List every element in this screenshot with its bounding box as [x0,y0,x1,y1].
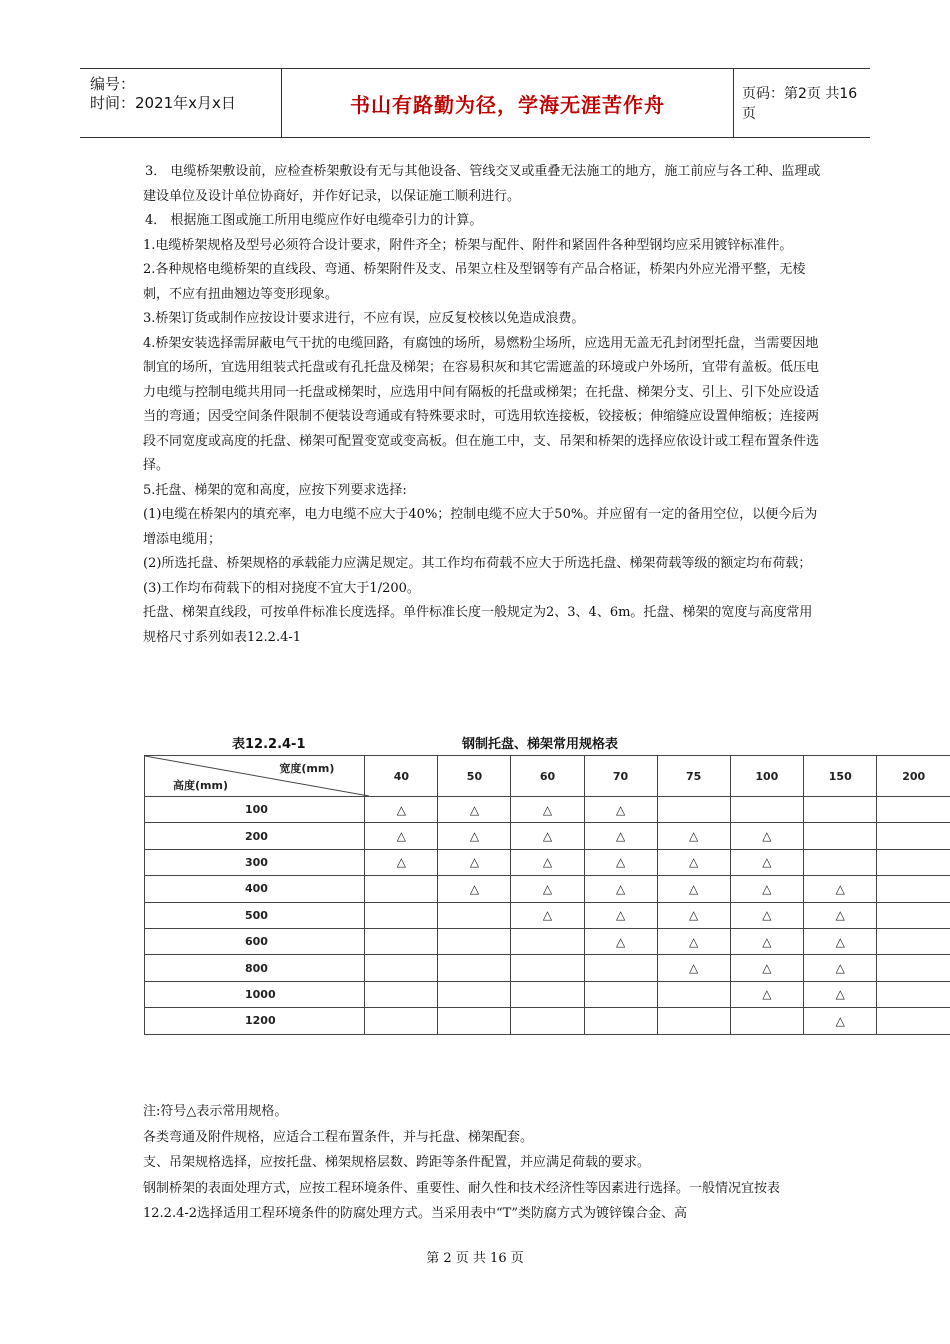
table-cell [438,981,511,1007]
table-cell [877,797,950,823]
table-row [145,849,950,875]
header-meta [80,69,282,137]
common-spec-mark: △ [584,849,657,875]
common-spec-mark: △ [511,797,584,823]
common-spec-mark: △ [804,955,877,981]
paragraph: 4.桥架安装选择需屏蔽电气干扰的电缆回路，有腐蚀的场所，易燃粉尘场所，应选用无盖无孔封闭型托盘，当需要因地制宜的场所，宜选用组装式托盘或有孔托盘及梯架；在容易积灰和其它需遮盖的环境或户外场所，宜带有盖板。低压电力电缆与控制电缆共用同一托盘或梯架时，应选用中间有隔板的托盘或梯架；在托盘、梯架分支、引上、引下处应设适当的弯通；因受空间条件限制不便装设弯通或有特殊要求时，可选用软连接板，铰接板；伸缩缝应设置伸缩板；连接两段不同宽度或高度的托盘、梯架可配置变宽或变高板。但在施工中，支、吊架和桥架的选择应依设计或工程布置条件选择。 [143,335,820,473]
width-header-cell: 70 [584,756,657,797]
table-cell [584,1008,657,1034]
common-spec-mark: △ [511,849,584,875]
table-row [145,955,950,981]
common-spec-mark: △ [438,876,511,902]
table-cell [877,876,950,902]
page-header [80,68,870,138]
common-spec-mark: △ [438,823,511,849]
common-spec-mark: △ [584,928,657,954]
table-cell [584,955,657,981]
table-cell [365,955,438,981]
paragraph: 1.电缆桥架规格及型号必须符合设计要求，附件齐全；桥架与配件、附件和紧固件各种型钢均应采用镀锌标准件。 [143,237,793,253]
height-cell: 1000 [145,981,365,1007]
table-cell [365,928,438,954]
width-header-cell: 50 [438,756,511,797]
table-cell [877,823,950,849]
table-cell [730,1008,803,1034]
paragraph: 4． 根据施工图或施工所用电缆应作好电缆牵引力的计算。 [145,213,483,228]
paragraph: 3.桥架订货或制作应按设计要求进行，不应有误，应反复校核以免造成浪费。 [143,311,585,326]
table-cell [657,981,730,1007]
table-cell [438,955,511,981]
table-row [145,902,950,928]
height-axis-label: 高度(mm) [173,779,228,792]
table-row [145,876,950,902]
table-number: 表12.2.4-1 [232,737,306,752]
table-cell [877,955,950,981]
common-spec-mark: △ [365,823,438,849]
common-spec-mark: △ [584,823,657,849]
paragraph: (2)所选托盘、桥架规格的承载能力应满足规定。其工作均布荷载不应大于所选托盘、梯架荷载等级的额定均布荷载； [143,556,812,571]
width-header-cell: 60 [511,756,584,797]
table-cell [877,928,950,954]
note-line: 注:符号△表示常用规格。 [143,1104,288,1119]
height-cell: 400 [145,876,365,902]
width-header-cell: 200 [877,756,950,797]
table-cell [877,1008,950,1034]
height-cell: 100 [145,797,365,823]
width-header-cell: 75 [657,756,730,797]
common-spec-mark: △ [657,955,730,981]
common-spec-mark: △ [438,849,511,875]
common-spec-mark: △ [804,981,877,1007]
table-cell [511,981,584,1007]
table-cell [438,1008,511,1034]
table-cell [657,1008,730,1034]
note-line: 支、吊架规格选择，应按托盘、梯架规格层数、跨距等条件配置，并应满足荷载的要求。 [143,1155,651,1170]
page-footer: 第 2 页 共 16 页 [426,1251,524,1266]
common-spec-mark: △ [730,928,803,954]
table-cell [511,1008,584,1034]
common-spec-mark: △ [584,902,657,928]
height-cell: 500 [145,902,365,928]
common-spec-mark: △ [657,849,730,875]
common-spec-mark: △ [730,981,803,1007]
table-cell [365,876,438,902]
note-line: 钢制桥架的表面处理方式，应按工程环境条件、重要性、耐久性和技术经济性等因素进行选择。一般情况宜按表12.2.4-2选择适用工程环境条件的防腐处理方式。当采用表中“T”类防腐方式为镀锌镍合金、高 [143,1180,781,1221]
table-cell [804,797,877,823]
header-page-label: 页码：第2页 共16页 [742,86,858,122]
common-spec-mark: △ [584,797,657,823]
table-cell [438,902,511,928]
height-cell: 800 [145,955,365,981]
paragraph: 托盘、梯架直线段，可按单件标准长度选择。单件标准长度一般规定为2、3、4、6m。托盘、梯架的宽度与高度常用规格尺寸系列如表12.2.4-1 [143,605,813,645]
common-spec-mark: △ [657,928,730,954]
table-cell [365,981,438,1007]
table-header-row [145,756,950,797]
table-cell [877,981,950,1007]
spec-table [144,755,950,1035]
table-row [145,823,950,849]
table-cell [804,849,877,875]
paragraph: 3． 电缆桥架敷设前，应检查桥架敷设有无与其他设备、管线交叉或重叠无法施工的地方，施工前应与各工种、监理或建设单位及设计单位协商好，并作好记录，以保证施工顺利进行。 [143,164,821,204]
height-cell: 200 [145,823,365,849]
common-spec-mark: △ [365,849,438,875]
width-header-cell: 100 [730,756,803,797]
table-cell [657,797,730,823]
height-cell: 300 [145,849,365,875]
paragraph: (1)电缆在桥架内的填充率，电力电缆不应大于40%；控制电缆不应大于50%。并应留有一定的备用空位，以便今后为增添电缆用； [143,507,818,547]
common-spec-mark: △ [511,876,584,902]
code-label: 编号： [90,75,136,93]
table-cell [730,797,803,823]
table-corner-cell [145,756,365,797]
common-spec-mark: △ [511,902,584,928]
common-spec-mark: △ [657,902,730,928]
table-cell [877,902,950,928]
common-spec-mark: △ [438,797,511,823]
notes [143,1099,823,1227]
table-cell [511,928,584,954]
common-spec-mark: △ [730,902,803,928]
table-cell [438,928,511,954]
width-header-cell: 150 [804,756,877,797]
body-text [143,160,823,650]
header-motto: 书山有路勤为径，学海无涯苦作舟 [282,69,734,137]
paragraph: (3)工作均布荷载下的相对挠度不宜大于1/200。 [143,580,420,596]
table-title: 钢制托盘、梯架常用规格表 [462,737,619,752]
paragraph: 5.托盘、梯架的宽和高度，应按下列要求选择: [143,482,407,498]
table-cell [584,981,657,1007]
paragraph: 2.各种规格电缆桥架的直线段、弯通、桥架附件及支、吊架立柱及型钢等有产品合格证，桥架内外应光滑平整，无棱刺，不应有扭曲翘边等变形现象。 [143,262,806,302]
common-spec-mark: △ [730,849,803,875]
table-cell [365,1008,438,1034]
common-spec-mark: △ [804,902,877,928]
common-spec-mark: △ [657,823,730,849]
time-label: 时间：2021年x月x日 [90,94,236,112]
table-cell [511,955,584,981]
table-cell [365,902,438,928]
common-spec-mark: △ [365,797,438,823]
table-row [145,981,950,1007]
common-spec-mark: △ [804,876,877,902]
table-row [145,928,950,954]
table-row [145,797,950,823]
table-cell [804,823,877,849]
common-spec-mark: △ [804,928,877,954]
common-spec-mark: △ [730,955,803,981]
common-spec-mark: △ [511,823,584,849]
table-row [145,1008,950,1034]
width-header-cell: 40 [365,756,438,797]
note-line: 各类弯通及附件规格，应适合工程布置条件，并与托盘、梯架配套。 [143,1129,534,1145]
common-spec-mark: △ [804,1008,877,1034]
table-cell [877,849,950,875]
height-cell: 1200 [145,1008,365,1034]
common-spec-mark: △ [584,876,657,902]
width-axis-label: 宽度(mm) [279,762,335,775]
common-spec-mark: △ [730,823,803,849]
height-cell: 600 [145,928,365,954]
common-spec-mark: △ [657,876,730,902]
common-spec-mark: △ [730,876,803,902]
